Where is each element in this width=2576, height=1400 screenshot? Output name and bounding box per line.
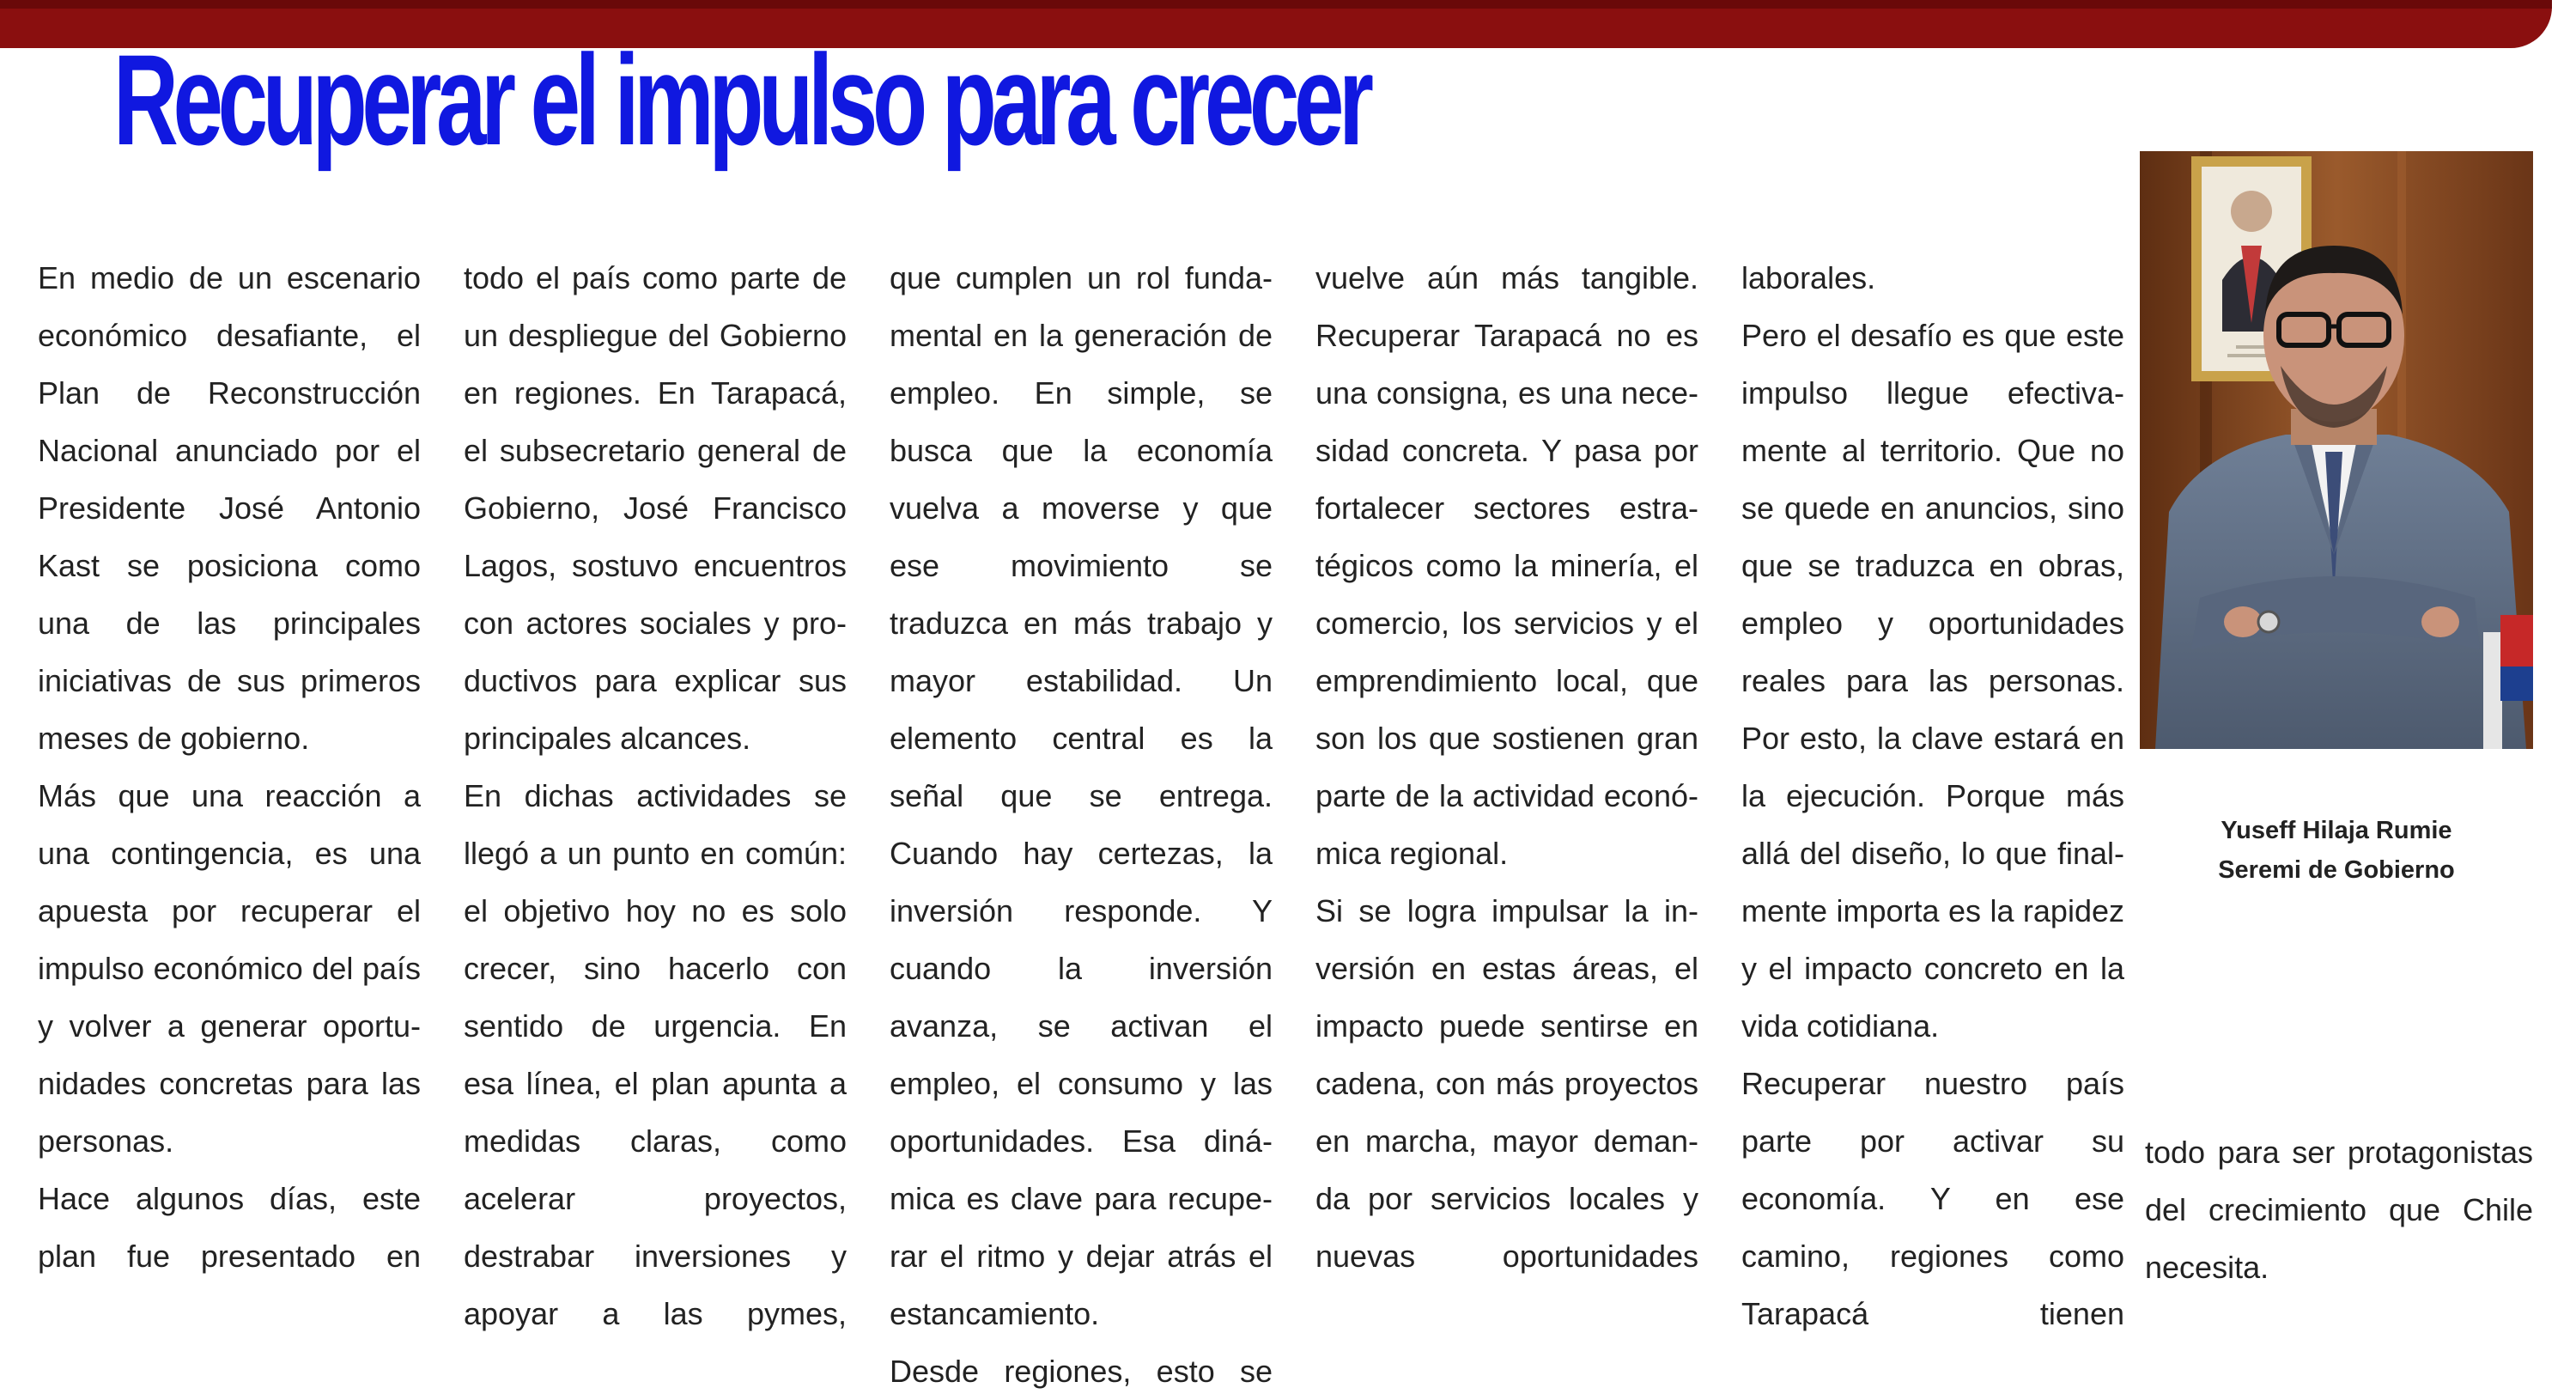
paragraph: En dichas actividades se llegó a un punto en común: el objetivo hoy no es solo crecer, sino hacerlo con sentido de urgencia. En esa línea, el plan apunta a medidas claras, como acelerar proyectos, destrabar inversiones y apoyar a las pymes, (464, 778, 847, 1331)
author-portrait-photo (2140, 151, 2533, 749)
paragraph: Pero el desafío es que este impulso llegue efectivamente al territorio. Que no se quede en anuncios, sino que se traduzca en obras, empleo y oportunidades reales para las personas. Por esto, la clave estará en la ejecución. Porque más allá del diseño, lo que finalmente importa es la rapidez y el impacto concreto en la vida cotidiana. (1741, 318, 2124, 1044)
author-portrait-icon (2140, 151, 2533, 749)
author-role: Seremi de Gobierno (2218, 856, 2455, 884)
photo-caption (2140, 811, 2533, 890)
article-column-5 (1741, 249, 2124, 1342)
paragraph: laborales. (1741, 260, 1876, 295)
paragraph: En medio de un escenario económico desafiante, el Plan de Reconstrucción Nacional anunciado por el Presidente José Antonio Kast se posiciona como una de las principales iniciativas de sus primeros meses de gobierno. (38, 260, 421, 756)
author-name: Yuseff Hilaja Rumie (2221, 817, 2452, 844)
article-headline: Recuperar el impulso para crecer (113, 27, 1369, 172)
paragraph: Hace algunos días, este plan fue presentado en (38, 1181, 421, 1274)
paragraph: todo el país como parte de un despliegue del Gobierno en regiones. En Tarapacá, el subsecretario general de Gobierno, José Francisco Lagos, sostuvo encuentros con actores sociales y productivos para explicar sus principales alcances. (464, 260, 847, 756)
paragraph: todo para ser protagonistas del crecimiento que Chile necesita. (2145, 1135, 2533, 1285)
paragraph: Si se logra impulsar la inversión en estas áreas, el impacto puede sentirse en cadena, con más proyectos en marcha, mayor demanda por servicios locales y nuevas oportunidades (1315, 893, 1698, 1274)
article-column-6 (2145, 1123, 2533, 1296)
article-column-1 (38, 249, 421, 1285)
top-band-shade (0, 0, 2552, 9)
paragraph: Más que una reacción a una contingencia, es una apuesta por recuperar el impulso económico del país y volver a generar oportunidades concretas para las personas. (38, 778, 421, 1159)
paragraph: Recuperar nuestro país parte por activar su economía. Y en ese camino, regiones como Tarapacá tienen (1741, 1066, 2124, 1331)
article-column-4 (1315, 249, 1698, 1285)
paragraph: Desde regiones, esto se (890, 1354, 1273, 1389)
article-column-2 (464, 249, 847, 1342)
paragraph: vuelve aún más tangible. Recuperar Tarapacá no es una consigna, es una necesidad concreta. Y pasa por fortalecer sectores estratégicos como la minería, el comercio, los servicios y el emprendimiento local, que son los que sostienen gran parte de la actividad económica regional. (1315, 260, 1698, 871)
paragraph: que cumplen un rol fundamental en la generación de empleo. En simple, se busca que la economía vuelva a moverse y que ese movimiento se traduzca en más trabajo y mayor estabilidad. Un elemento central es la señal que se entrega. Cuando hay certezas, la inversión responde. Y cuando la inversión avanza, se activan el empleo, el consumo y las oportunidades. Esa dinámica es clave para recuperar el ritmo y dejar atrás el estancamiento. (890, 260, 1273, 1331)
article-column-3 (890, 249, 1273, 1400)
